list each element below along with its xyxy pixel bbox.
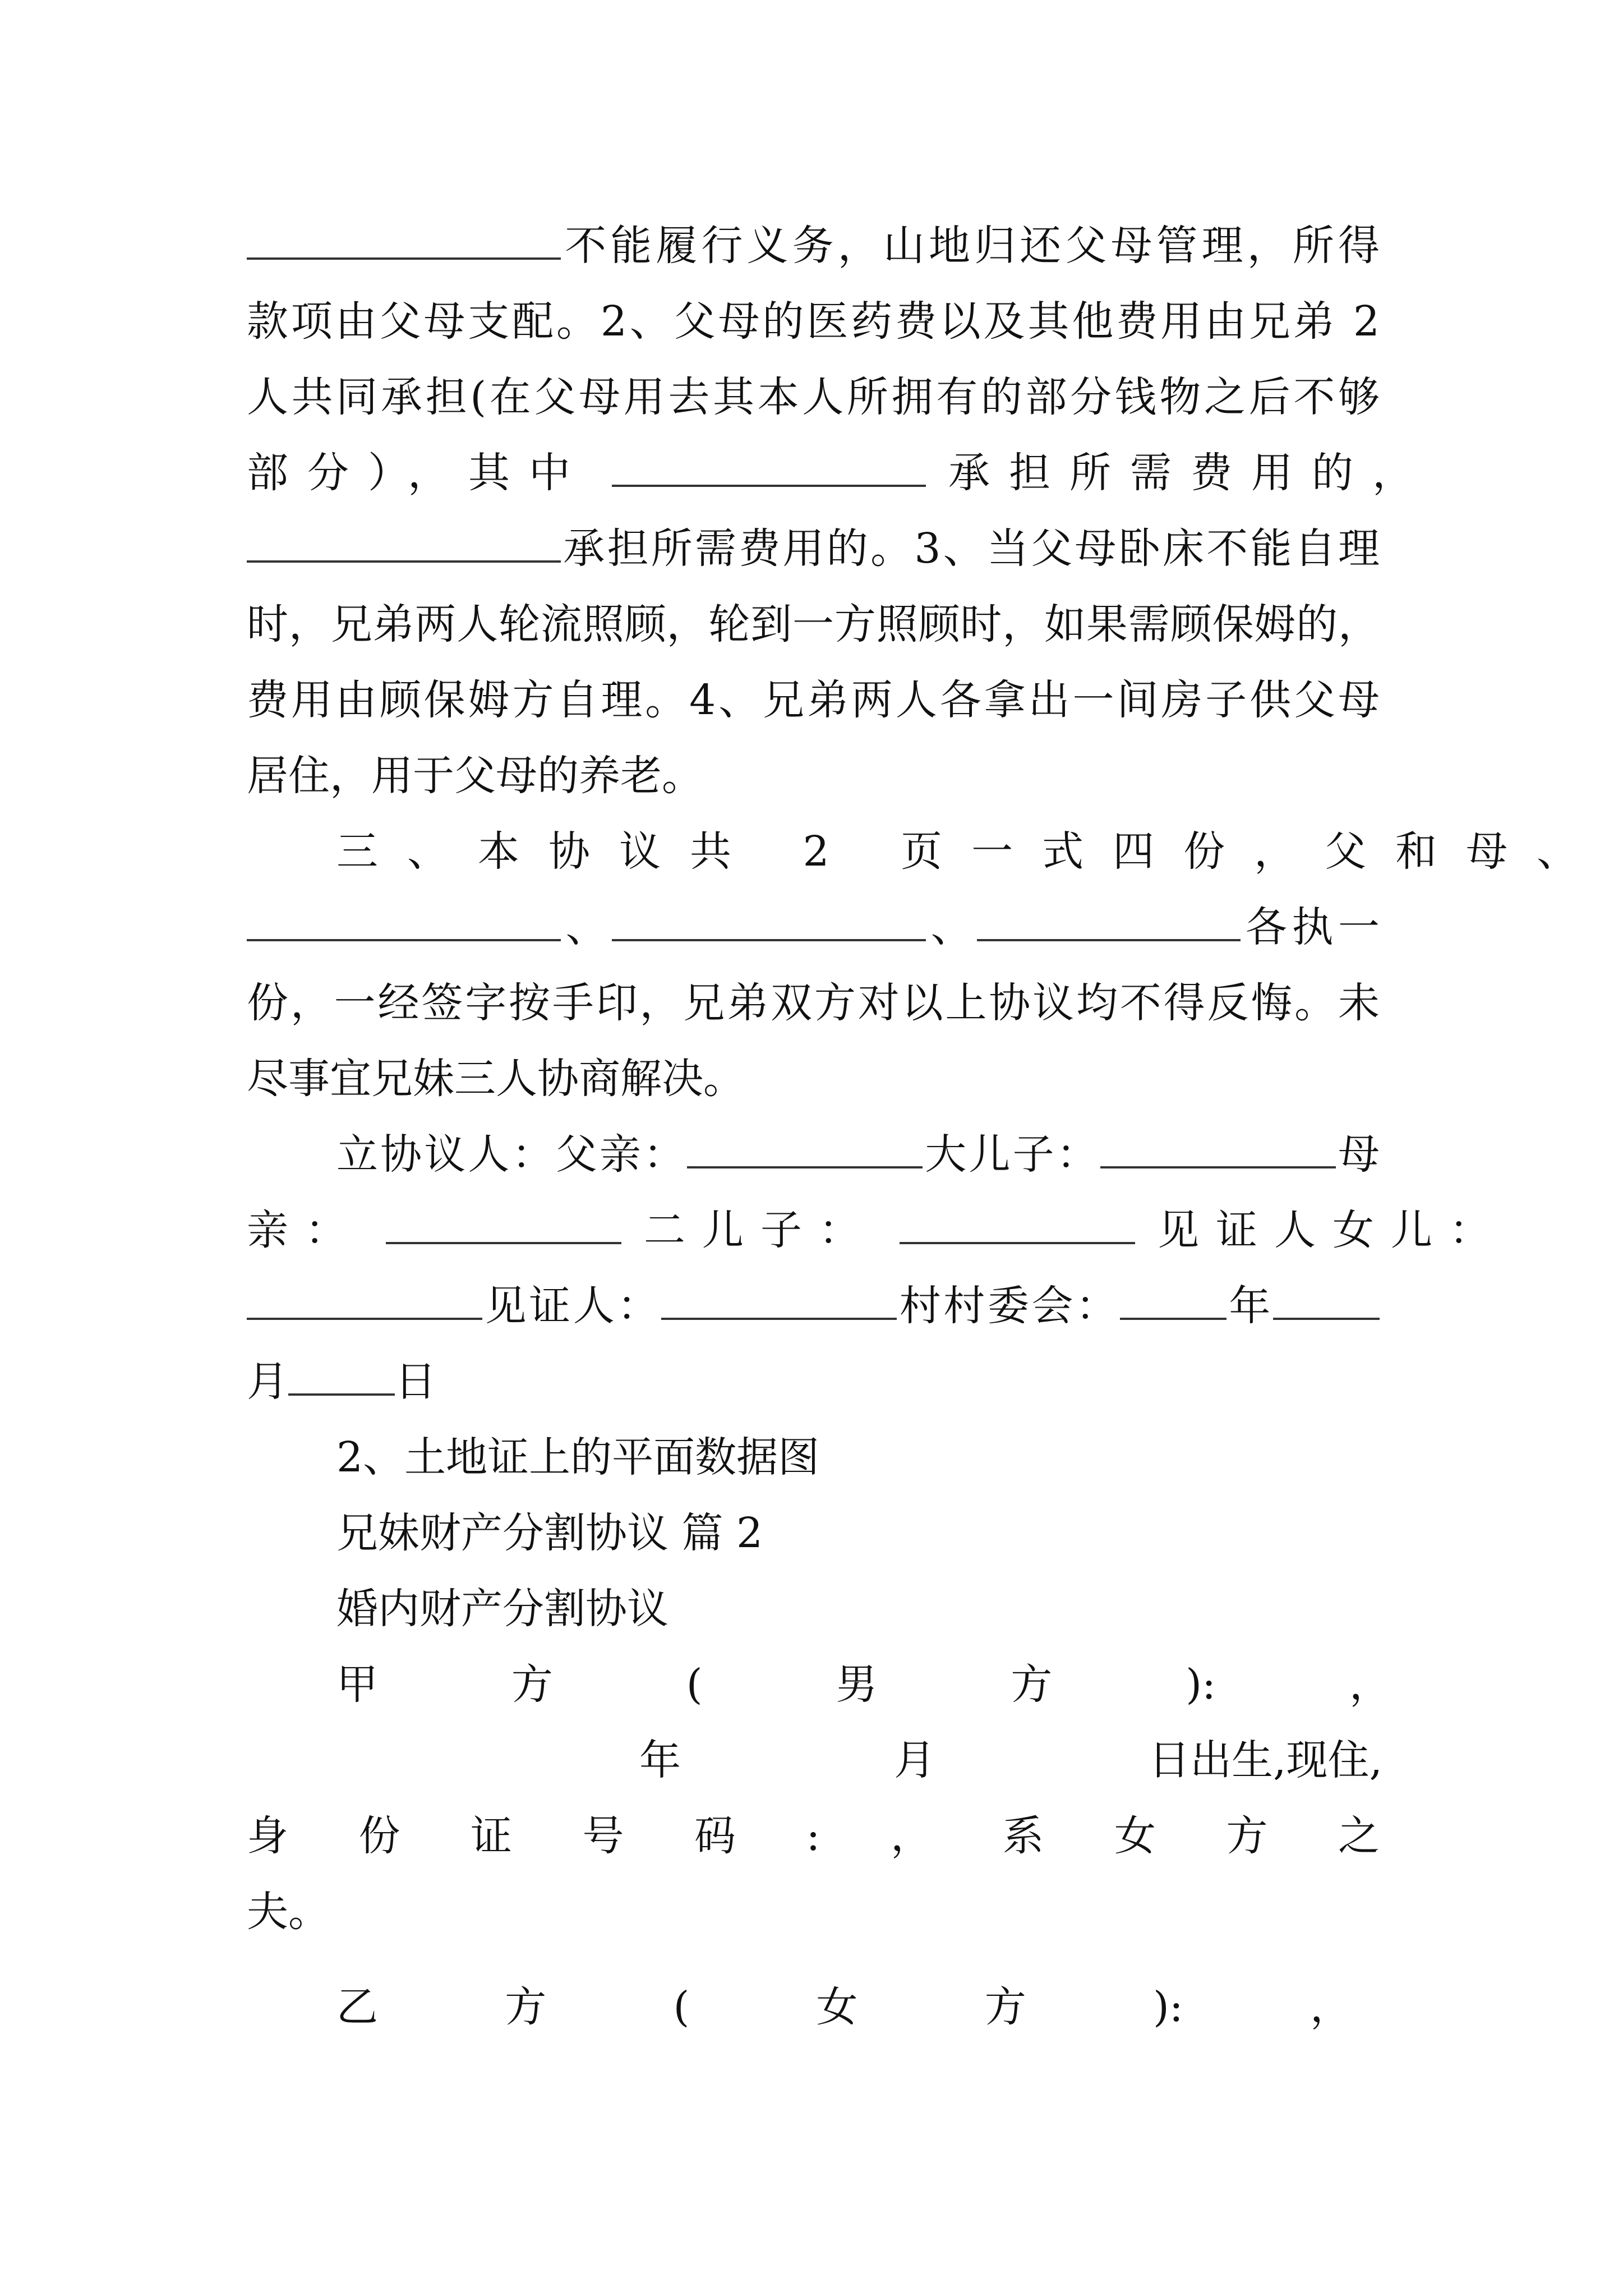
text-line: [247, 515, 1380, 582]
fill-in-blank: [612, 452, 926, 487]
text-segment: 承担所需费用的。3、当父母卧床不能自理: [561, 524, 1380, 573]
section-heading: 兄妹财产分割协议 篇 2: [336, 1509, 763, 1557]
text-line: 时，兄弟两人轮流照顾，轮到一方照顾时，如果需顾保姆的，: [247, 600, 1380, 648]
fill-in-blank: [687, 1134, 923, 1168]
text-segment: 、: [561, 903, 612, 951]
text-line: 份，一经签字按手印，兄弟双方对以上协议均不得反悔。未: [247, 979, 1380, 1027]
text-segment: 立协议人：父亲：: [336, 1130, 688, 1179]
text-segment: 甲方(男方):: [336, 1660, 1216, 1709]
text-segment: 年: [1226, 1282, 1274, 1330]
text-segment: 承担所需费用的，: [948, 449, 1433, 497]
text-line: 人共同承担(在父母用去其本人所拥有的部分钱物之后不够: [247, 373, 1380, 421]
fill-in-blank: [900, 1209, 1135, 1244]
text-line: 居住，用于父母的养老。: [247, 752, 703, 800]
text-segment: ，: [1183, 1983, 1352, 2031]
fill-in-blank: [247, 225, 561, 260]
text-segment: 部分），其中: [247, 449, 589, 497]
text-segment: 月: [247, 1358, 288, 1406]
fill-in-blank: [247, 1285, 482, 1320]
fill-in-blank: [247, 907, 561, 941]
text-segment: 日: [395, 1358, 436, 1406]
text-segment: 年: [639, 1736, 681, 1784]
text-line: [247, 894, 1380, 961]
text-line: 尽事宜兄妹三人协商解决。: [247, 1055, 745, 1103]
text-line: 2、土地证上的平面数据图: [336, 1433, 820, 1481]
fill-in-blank: [1120, 1285, 1227, 1320]
text-segment: 二儿子：: [644, 1206, 877, 1254]
fill-in-blank: [1273, 1285, 1380, 1320]
fill-in-blank: [1100, 1134, 1336, 1168]
text-segment: 见证人女儿：: [1158, 1206, 1507, 1254]
text-line: [247, 1197, 1507, 1264]
text-segment: 乙方(女方):: [336, 1983, 1183, 2031]
text-line: [336, 1651, 1391, 1718]
fill-in-blank: [661, 1285, 897, 1320]
text-line: 三、本协议共 2 页一式四份，父和母、: [336, 827, 1608, 876]
text-segment: 村村委会：: [897, 1282, 1120, 1330]
text-line: [247, 1802, 1380, 1870]
fill-in-blank: [386, 1209, 621, 1244]
text-line: [247, 1348, 1380, 1415]
text-segment: ，: [1216, 1660, 1391, 1709]
text-segment: 母: [1335, 1130, 1380, 1179]
text-line: [247, 212, 1380, 279]
text-line: [336, 1121, 1380, 1188]
text-line: 夫。: [247, 1888, 330, 1936]
fill-in-blank: [612, 907, 926, 941]
text-line: [247, 1272, 1380, 1340]
fill-in-blank: [977, 907, 1241, 941]
text-line: [247, 439, 1433, 507]
text-line: [336, 1973, 1352, 2041]
fill-in-blank: [288, 1361, 395, 1396]
text-segment: 亲：: [247, 1206, 363, 1254]
text-segment: 日出生,现住,: [1149, 1736, 1383, 1784]
text-segment: 大儿子：: [923, 1130, 1100, 1179]
text-line: 款项由父母支配。2、父母的医药费以及其他费用由兄弟 2: [247, 297, 1380, 346]
text-segment: 、: [926, 903, 978, 951]
text-segment: 月: [894, 1736, 935, 1784]
text-segment: 见证人：: [482, 1282, 662, 1330]
text-line: [639, 1727, 1391, 1794]
fill-in-blank: [247, 528, 561, 563]
text-segment: 各执一: [1241, 903, 1380, 951]
text-segment: 身份证号码:: [247, 1812, 820, 1860]
text-segment: ，系女方之: [820, 1812, 1380, 1860]
section-heading: 婚内财产分割协议: [336, 1585, 668, 1633]
text-segment: 不能履行义务，山地归还父母管理，所得: [561, 222, 1380, 270]
text-line: 费用由顾保姆方自理。4、兄弟两人各拿出一间房子供父母: [247, 676, 1380, 724]
